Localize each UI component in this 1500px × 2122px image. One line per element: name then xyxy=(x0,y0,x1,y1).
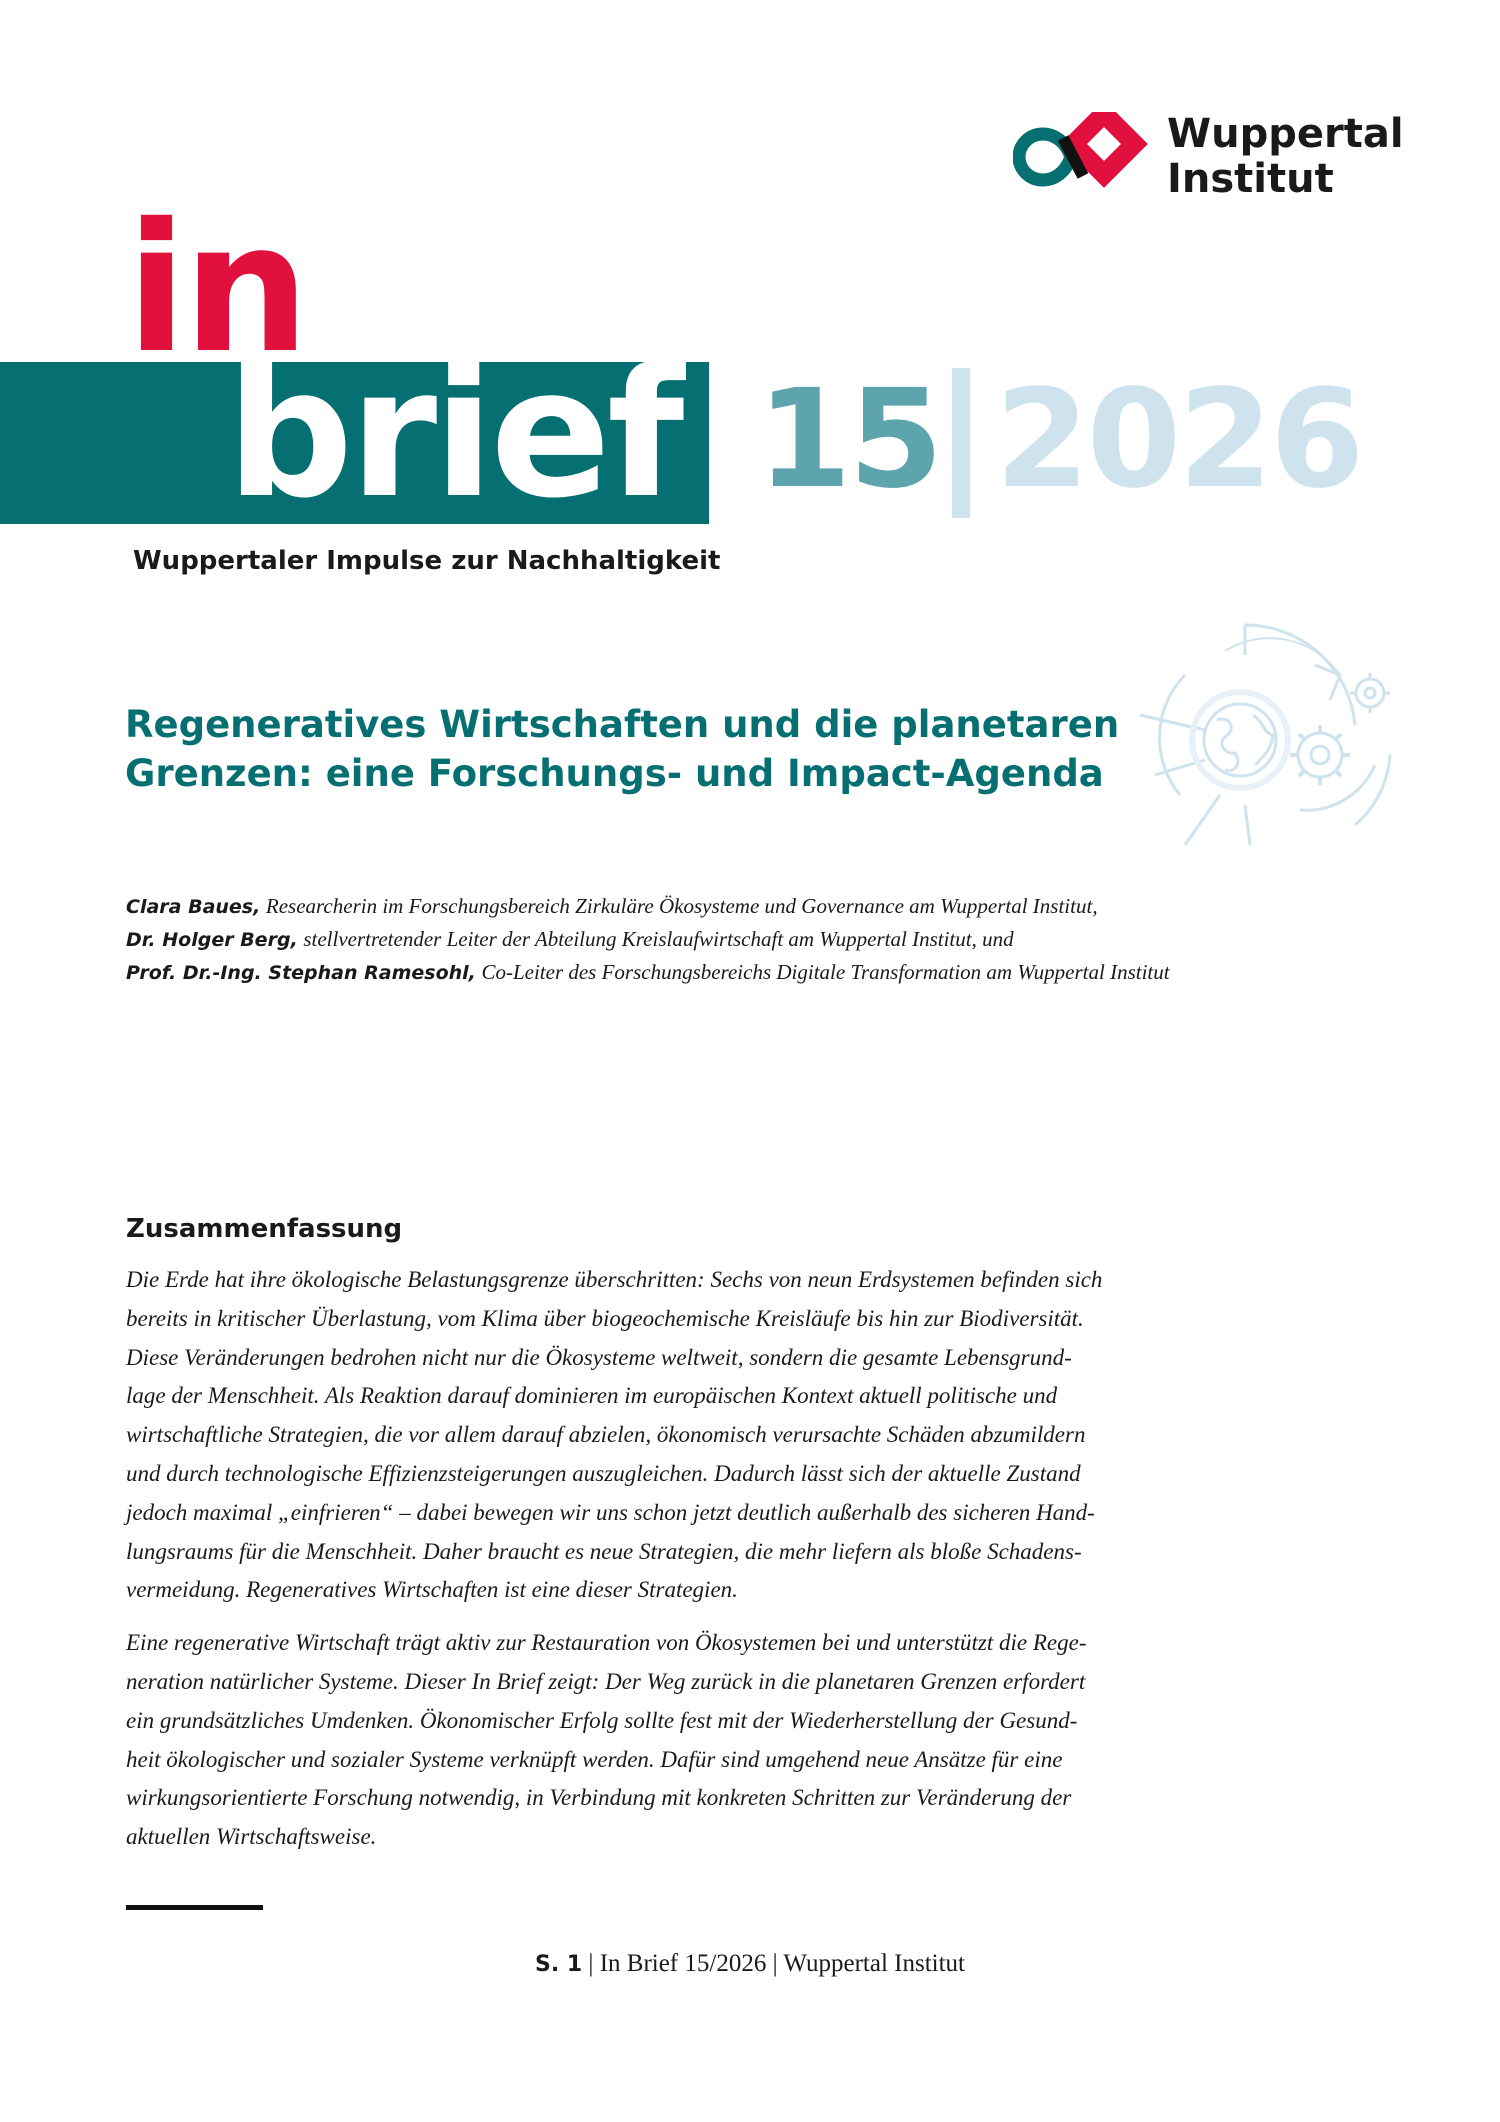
text-line: lage der Menschheit. Als Reaktion darauf dominieren im europäischen Kontext aktuell politische und xyxy=(126,1383,1058,1409)
author-list xyxy=(126,890,1386,989)
masthead-brief: brief xyxy=(226,330,681,537)
footer-separator: | xyxy=(588,1950,594,1977)
text-line: wirkungsorientierte Forschung notwendig, in Verbindung mit konkreten Schritten zur Veränderung der xyxy=(126,1785,1072,1811)
text-line: wirtschaftliche Strategien, die vor allem darauf abzielen, ökonomisch verursachte Schäden abzumildern xyxy=(126,1422,1086,1448)
logo-line-2: Institut xyxy=(1167,156,1334,202)
author-line xyxy=(126,923,1386,956)
page-footer xyxy=(0,1947,1500,1982)
text-line: Eine regenerative Wirtschaft trägt aktiv zur Restauration von Ökosystemen bei und unterstützt die Rege- xyxy=(126,1630,1087,1656)
logo-line-1: Wuppertal xyxy=(1167,111,1404,157)
footer-institute: Wuppertal Institut xyxy=(783,1950,965,1977)
issue-year: 2026 xyxy=(995,361,1362,519)
issue-number: 15 xyxy=(757,361,941,519)
author-line xyxy=(126,956,1386,989)
author-role: stellvertretender Leiter der Abteilung Kreislaufwirtschaft am Wuppertal Institut, und xyxy=(303,927,1014,951)
footnote-rule xyxy=(126,1905,263,1910)
author-name: Clara Baues, xyxy=(126,896,261,918)
infinity-logo-icon xyxy=(1013,112,1153,202)
text-line: ein grundsätzliches Umdenken. Ökonomischer Erfolg sollte fest mit der Wiederherstellung der Gesund- xyxy=(126,1707,1078,1733)
text-line: Diese Veränderungen bedrohen nicht nur die Ökosysteme weltweit, sondern die gesamte Lebensgrund- xyxy=(126,1344,1072,1370)
text-line: neration natürlicher Systeme. Dieser In Brief zeigt: Der Weg zurück in die planetaren Grenzen erfordert xyxy=(126,1668,1086,1694)
issue-separator xyxy=(952,368,970,518)
masthead-in: in xyxy=(126,185,306,392)
series-subtitle: Wuppertaler Impulse zur Nachhaltigkeit xyxy=(133,546,721,576)
title-line: Regeneratives Wirtschaften und die planetaren xyxy=(125,703,1120,746)
paragraph-gap xyxy=(126,1610,1256,1624)
text-line: lungsraums für die Menschheit. Daher braucht es neue Strategien, die mehr liefern als bloße Schadens- xyxy=(126,1538,1082,1564)
summary-heading: Zusammenfassung xyxy=(126,1214,403,1244)
text-line: heit ökologischer und sozialer Systeme verknüpft werden. Dafür sind umgehend neue Ansätze für eine xyxy=(126,1746,1063,1772)
text-line: jedoch maximal „einfrieren“ – dabei bewegen wir uns schon jetzt deutlich außerhalb des sicheren Hand- xyxy=(126,1499,1095,1525)
text-line: aktuellen Wirtschaftsweise. xyxy=(126,1824,377,1850)
summary-paragraph-1 xyxy=(126,1261,1256,1610)
text-line: und durch technologische Effizienzsteigerungen auszugleichen. Dadurch lässt sich der aktuelle Zustand xyxy=(126,1460,1081,1486)
text-line: bereits in kritischer Überlastung, vom Klima über biogeochemische Kreisläufe bis hin zur Biodiversität. xyxy=(126,1305,1084,1331)
author-line xyxy=(126,890,1386,923)
author-role: Researcherin im Forschungsbereich Zirkuläre Ökosysteme und Governance am Wuppertal Institut, xyxy=(265,894,1098,918)
globe-gears-icon xyxy=(1125,615,1395,855)
text-line: Die Erde hat ihre ökologische Belastungsgrenze überschritten: Sechs von neun Erdsystemen befinden sich xyxy=(126,1267,1103,1292)
author-name: Dr. Holger Berg, xyxy=(126,929,298,951)
author-name: Prof. Dr.-Ing. Stephan Ramesohl, xyxy=(126,962,476,984)
summary-paragraph-2 xyxy=(126,1624,1256,1857)
title-line: Grenzen: eine Forschungs- und Impact-Agenda xyxy=(125,752,1104,795)
text-line: vermeidung. Regeneratives Wirtschaften ist eine dieser Strategien. xyxy=(126,1577,738,1603)
page-title xyxy=(125,700,1125,798)
author-role: Co-Leiter des Forschungsbereichs Digitale Transformation am Wuppertal Institut xyxy=(481,960,1170,984)
institute-logo xyxy=(1013,112,1403,202)
summary-body xyxy=(126,1261,1256,1857)
footer-series: In Brief 15/2026 xyxy=(599,1950,767,1977)
footer-separator: | xyxy=(772,1950,778,1977)
page-number: S. 1 xyxy=(535,1952,583,1977)
